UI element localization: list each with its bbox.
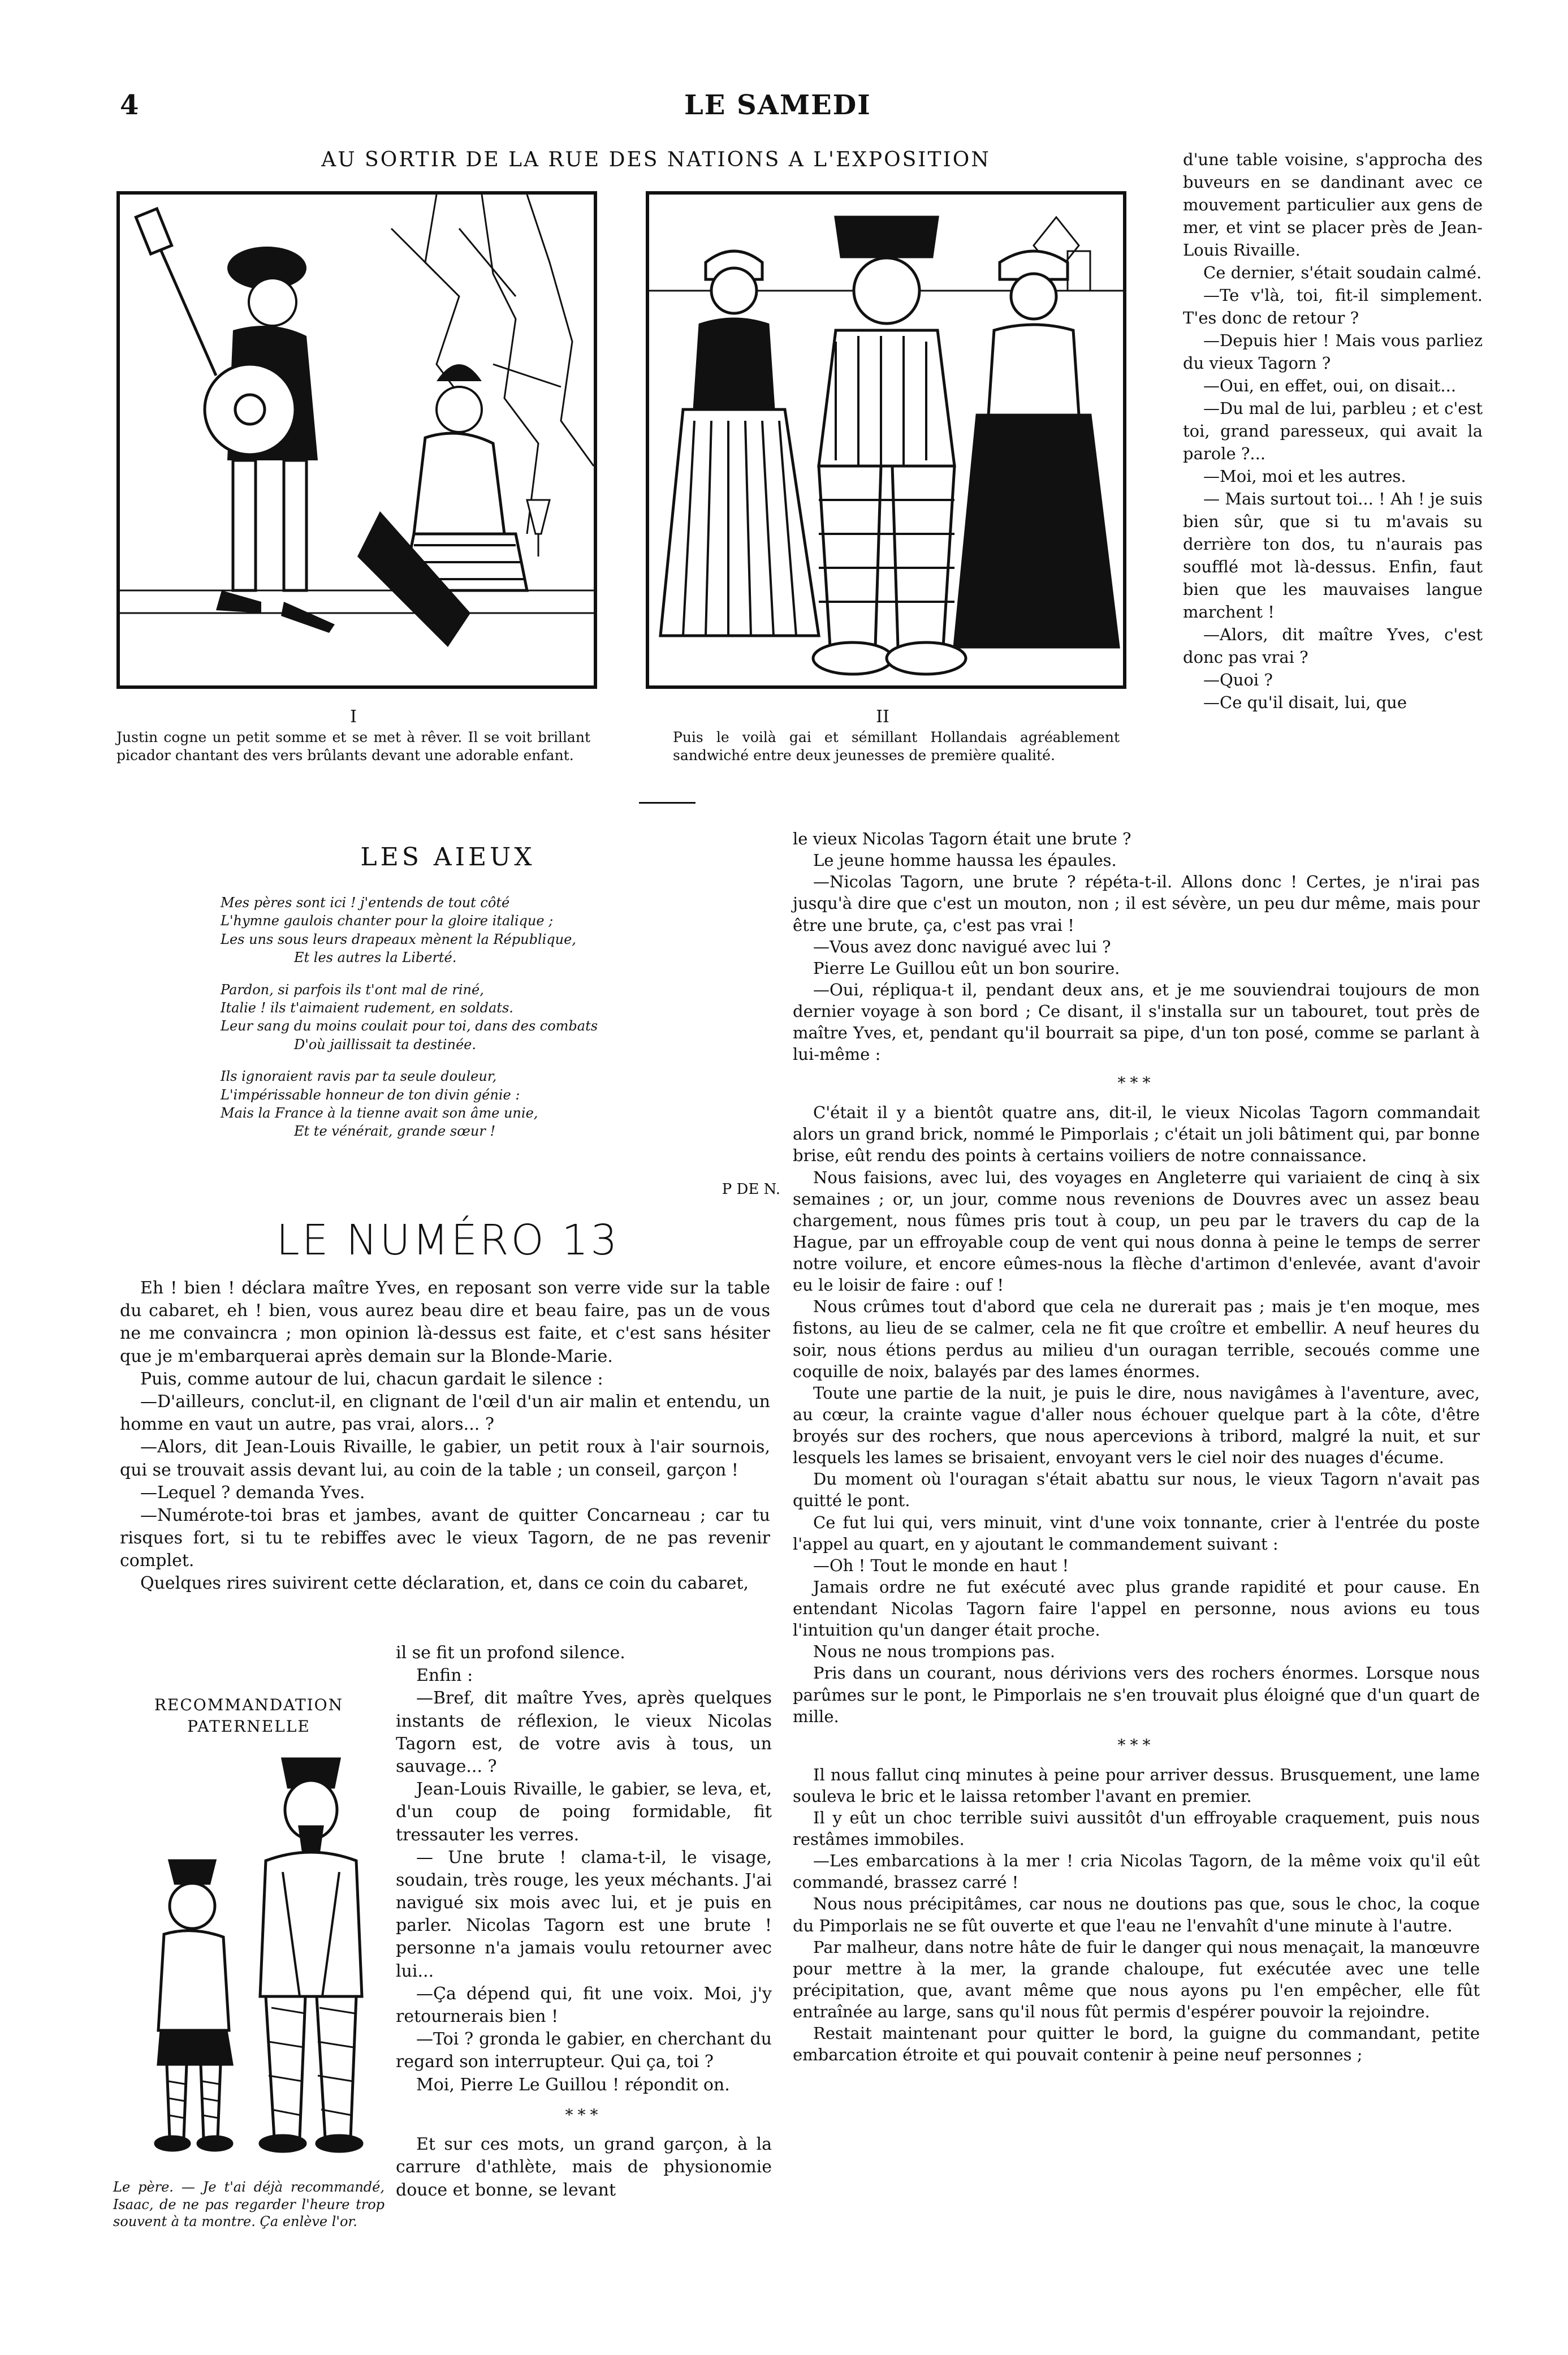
paragraph: Puis, comme autour de lui, chacun gardait le silence : (140, 1369, 603, 1389)
story-column-middle (396, 1642, 772, 2202)
poem-stanza (221, 981, 729, 1054)
divider-rule (639, 802, 696, 804)
paragraph: Du moment où l'ouragan s'était abattu sur nous, le vieux Tagorn n'avait pas quitté le pont. (793, 1469, 1480, 1511)
story-column-right-top (1183, 148, 1483, 714)
paragraph: Jean-Louis Rivaille, le gabier, se leva, et, d'un coup de poing formidable, fit tressauter les verres. (396, 1779, 772, 1845)
paragraph: il se fit un profond silence. (396, 1643, 625, 1663)
story-title: LE NUMÉRO 13 (276, 1216, 620, 1265)
paragraph: —Ça dépend qui, fit une voix. Moi, j'y retournerais bien ! (396, 1983, 772, 2026)
paragraph: Nous crûmes tout d'abord que cela ne durerait pas ; mais je t'en moque, mes fistons, au lieu de se calmer, cela ne fit que croître et embellir. A neuf heures du soir, nous étions perdus au milieu d'un ouragan terrible, secoués comme une coquille de noix, balayés par des lames énormes. (793, 1297, 1480, 1381)
paragraph: le vieux Nicolas Tagorn était une brute ? (793, 829, 1131, 848)
paragraph: C'était il y a bientôt quatre ans, dit-il, le vieux Nicolas Tagorn commandait alors un grand brick, nommé le Pimporlais ; c'était un joli bâtiment qui, par bonne brise, eût rendu des points à certains voiliers de notre connaissance. (793, 1103, 1480, 1166)
paragraph: Enfin : (416, 1666, 473, 1686)
paragraph: —D'ailleurs, conclut-il, en clignant de l'œil d'un air malin et entendu, un homme en vaut un autre, pas vrai, alors... ? (120, 1391, 770, 1435)
poem-line: Italie ! ils t'aimaient rudement, en soldats. (221, 999, 513, 1016)
poem-signature: P DE N. (722, 1181, 780, 1198)
poem-line: Et te vénérait, grande sœur ! (294, 1123, 496, 1140)
story-column-left (120, 1277, 770, 1595)
paragraph: — Mais surtout toi... ! Ah ! je suis bien sûr, que si tu m'avais su derrière ton dos, tu n'aurais pas soufflé mot là-dessus. Enfin, faut bien que les mauvaises langue marchent ! (1183, 489, 1483, 622)
paragraph: Quelques rires suivirent cette déclaration, et, dans ce coin du cabaret, (140, 1573, 749, 1594)
sidebar-illustration-caption: Le père. — Je t'ai déjà recommandé, Isaac, de ne pas regarder l'heure trop souvent à ta montre. Ça enlève l'or. (113, 2179, 385, 2230)
paragraph: —Oh ! Tout le monde en haut ! (813, 1555, 1069, 1575)
paragraph: Jamais ordre ne fut exécuté avec plus grande rapidité et pour cause. En entendant Nicolas Tagorn faire l'appel en personne, nous avions eu tous l'intuition qu'un danger était proche. (793, 1577, 1480, 1640)
paragraph: —Lequel ? demanda Yves. (140, 1482, 365, 1503)
poem-line: D'où jaillissait ta destinée. (294, 1036, 476, 1053)
paragraph: —Quoi ? (1203, 670, 1273, 690)
sidebar-illustration-title: RECOMMANDATION PATERNELLE (154, 1696, 344, 1736)
paragraph: Pris dans un courant, nous dérivions vers des rochers énormes. Lorsque nous parûmes sur le pont, le Pimporlais ne s'en trouvait plus éloigné que d'un quart de mille. (793, 1663, 1480, 1726)
paragraph: —Alors, dit Jean-Louis Rivaille, le gabier, un petit roux à l'air sournois, qui se trouvait assis devant lui, au coin de la table ; un conseil, garçon ! (120, 1437, 770, 1480)
sidebar-illustration (113, 1748, 385, 2155)
illustration-1-caption: Justin cogne un petit somme et se met à rêver. Il se voit brillant picador chantant des vers brûlants devant une adorable enfant. (116, 729, 590, 764)
paragraph: Et sur ces mots, un grand garçon, à la carrure d'athlète, mais de physionomie douce et bonne, se levant (396, 2134, 772, 2200)
illustration-1-numeral: I (350, 707, 357, 727)
poem-line: L'hymne gaulois chanter pour la gloire italique ; (221, 913, 554, 929)
paragraph: Eh ! bien ! déclara maître Yves, en reposant son verre vide sur la table du cabaret, eh ! bien, vous aurez beau dire et beau faire, pas un de vous ne me convaincra ; mon opinion là-dessus est faite, et c'est sans hésiter que je m'embarquerai après demain sur la Blonde-Marie. (120, 1278, 770, 1366)
paragraph: Pierre Le Guillou eût un bon sourire. (813, 958, 1120, 978)
paragraph: d'une table voisine, s'approcha des buveurs en se dandinant avec ce mouvement particulier aux gens de mer, et vint se placer près de Jean-Louis Rivaille. (1183, 150, 1483, 260)
section-break: *** (565, 2105, 603, 2124)
journal-title: LE SAMEDI (684, 89, 871, 121)
paragraph: Il y eût un choc terrible suivi aussitôt d'un effroyable craquement, puis nous restâmes immobiles. (793, 1808, 1480, 1849)
poem-line: Mais la France à la tienne avait son âme unie, (221, 1105, 538, 1121)
poem-line: Mes pères sont ici ! j'entends de tout côté (221, 895, 510, 911)
paragraph: —Oui, en effet, oui, on disait... (1203, 376, 1457, 396)
paragraph: Moi, Pierre Le Guillou ! répondit on. (416, 2074, 730, 2095)
paragraph: —Nicolas Tagorn, une brute ? répéta-t-il. Allons donc ! Certes, je n'irai pas jusqu'à dire que c'est un mouton, non ; il est sévère, un peu dur même, mais pour être une brute, ça, c'est pas vrai ! (793, 872, 1480, 935)
paragraph: Il nous fallut cinq minutes à peine pour arriver dessus. Brusquement, une lame souleva le bric et le laissa retomber l'avant en premier. (793, 1765, 1480, 1806)
paragraph: Ce fut lui qui, vers minuit, vint d'une voix tonnante, crier à l'entrée du poste l'appel au quart, en y ajoutant le commandement suivant : (793, 1512, 1480, 1554)
section-break: *** (1117, 1073, 1155, 1093)
paragraph: Par malheur, dans notre hâte de fuir le danger qui nous menaçait, la manœuvre pour mettre à la mer, la grande chaloupe, fut exécutée avec une telle précipitation, que, avant même que nous ayons pu l'en empêcher, elle fût entraînée au large, sans qu'il nous fût permis d'espérer pouvoir la rejoindre. (793, 1937, 1480, 2021)
paragraph: —Toi ? gronda le gabier, en cherchant du regard son interrupteur. Qui ça, toi ? (396, 2029, 772, 2072)
paragraph: —Te v'là, toi, fit-il simplement. T'es donc de retour ? (1183, 286, 1483, 328)
paragraph: Restait maintenant pour quitter le bord, la guigne du commandant, petite embarcation étroite et qui pouvait contenir à peine neuf personnes ; (793, 2024, 1480, 2065)
poem-title: LES AIEUX (360, 843, 535, 872)
poem-line: Et les autres la Liberté. (294, 950, 457, 966)
paragraph: —Moi, moi et les autres. (1203, 467, 1406, 486)
page-number: 4 (120, 89, 139, 121)
paragraph: —Numérote-toi bras et jambes, avant de quitter Concarneau ; car tu risques fort, si tu te rebiffes avec le vieux Tagorn, de ne pas revenir complet. (120, 1505, 770, 1571)
poem (221, 894, 729, 1154)
paragraph: —Les embarcations à la mer ! cria Nicolas Tagorn, de la même voix qu'il eût commandé, brassez carré ! (793, 1851, 1480, 1892)
paragraph: —Oui, répliqua-t il, pendant deux ans, et je me souviendrai toujours de mon dernier voyage à son bord ; Ce disant, il s'installa sur un tabouret, tout près de maître Yves, et, pendant qu'il bourrait sa pipe, d'un ton posé, comme se parlant à lui-même : (793, 980, 1480, 1064)
section-break: *** (1117, 1735, 1155, 1754)
poem-stanza (221, 1067, 729, 1141)
poem-line: L'impérissable honneur de ton divin génie : (221, 1086, 520, 1103)
illustration-dutch (646, 191, 1126, 689)
poem-line: Les uns sous leurs drapeaux mènent la République, (221, 931, 576, 947)
poem-line: Leur sang du moins coulait pour toi, dans des combats (221, 1018, 598, 1034)
illustration-2-caption: Puis le voilà gai et sémillant Hollandais agréablement sandwiché entre deux jeunesses de première qualité. (673, 729, 1120, 764)
poem-stanza (221, 894, 729, 967)
paragraph: —Du mal de lui, parbleu ; et c'est toi, grand paresseux, qui avait la parole ?... (1183, 399, 1483, 464)
illustration-picador (116, 191, 597, 689)
paragraph: Nous ne nous trompions pas. (813, 1642, 1056, 1662)
paragraph: —Vous avez donc navigué avec lui ? (813, 937, 1111, 956)
illustration-2-numeral: II (876, 707, 889, 727)
story-column-right (793, 828, 1480, 2065)
paragraph: Toute une partie de la nuit, je puis le dire, nous navigâmes à l'aventure, avec, au cœur, la crainte vague d'aller nous échouer quelque part à la côte, d'être broyés sur des rochers, que nous apercevions à tribord, malgré la nuit, et sur lesquels les lames se brisaient, envoyant vers le ciel noir des nuages d'écume. (793, 1383, 1480, 1468)
paragraph: — Une brute ! clama-t-il, le visage, soudain, très rouge, les yeux méchants. J'ai navigué six mois avec lui, et je puis en parler. Nicolas Tagorn est une brute ! personne n'a jamais voulu retourner avec lui... (396, 1847, 772, 1981)
paragraph: —Ce qu'il disait, lui, que (1203, 693, 1407, 713)
paragraph: —Bref, dit maître Yves, après quelques instants de réflexion, le vieux Nicolas Tagorn est, de votre avis à tous, un sauvage... ? (396, 1688, 772, 1776)
paragraph: Nous nous précipitâmes, car nous ne doutions pas que, sous le choc, la coque du Pimporlais ne se fût ouverte et que l'eau ne l'envahît d'une minute à l'autre. (793, 1894, 1480, 1935)
illustration-series-title: AU SORTIR DE LA RUE DES NATIONS A L'EXPOSITION (321, 148, 991, 171)
paragraph: —Depuis hier ! Mais vous parliez du vieux Tagorn ? (1183, 331, 1483, 373)
paragraph: —Alors, dit maître Yves, c'est donc pas vrai ? (1183, 625, 1483, 667)
paragraph: Ce dernier, s'était soudain calmé. (1203, 263, 1482, 283)
paragraph: Le jeune homme haussa les épaules. (813, 851, 1117, 870)
paragraph: Nous faisions, avec lui, des voyages en Angleterre qui variaient de cinq à six semaines ; or, un jour, comme nous revenions de Douvres avec un assez beau chargement, nous fûmes pris tout à coup, un peu par le travers du cap de la Hague, par un effroyable coup de vent qui nous donna à peine le temps de serrer notre voilure, et encore eûmes-nous la flèche d'artimon d'enlevée, avant d'avoir eu le loisir de faire : ouf ! (793, 1167, 1480, 1295)
poem-line: Ils ignoraient ravis par ta seule douleur, (221, 1068, 497, 1085)
poem-line: Pardon, si parfois ils t'ont mal de riné, (221, 981, 484, 998)
